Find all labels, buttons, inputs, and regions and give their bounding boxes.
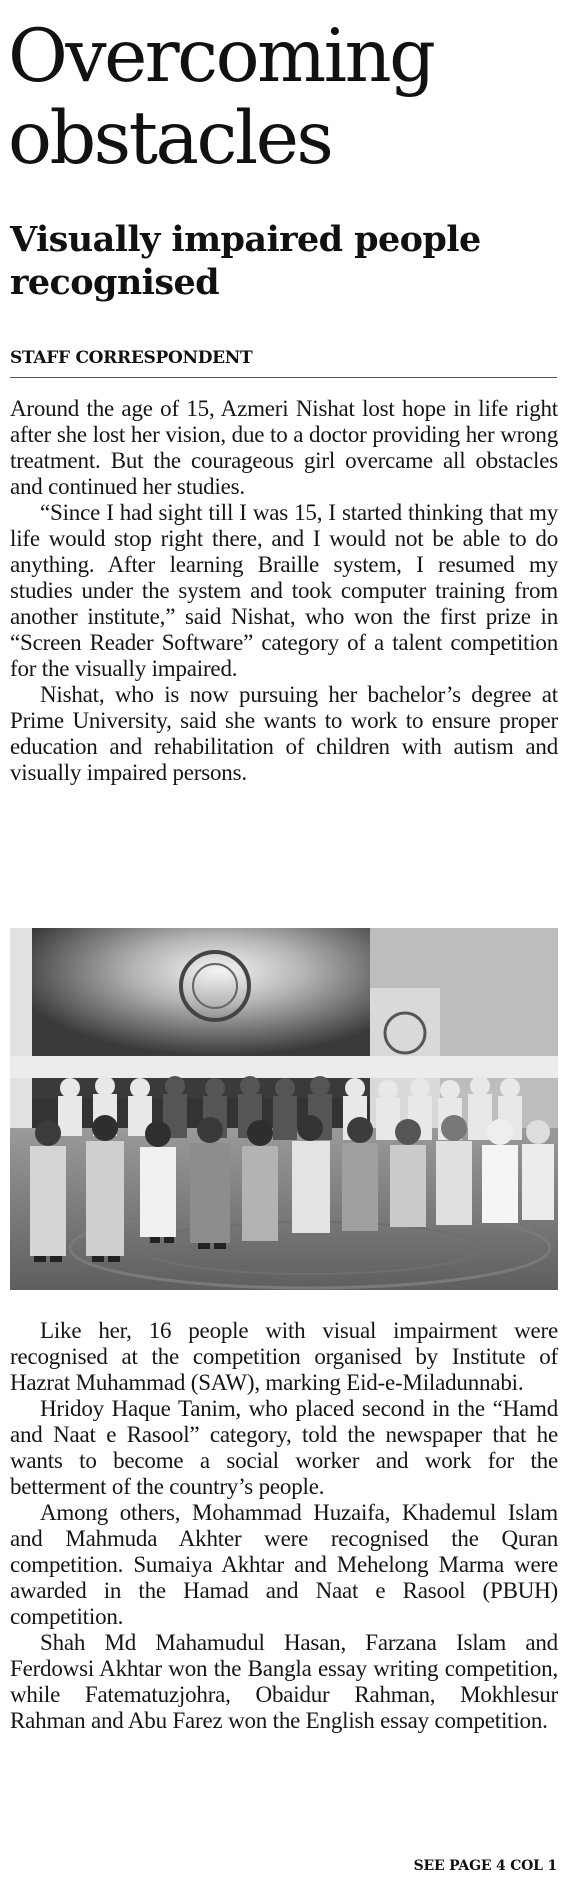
byline: STAFF CORRESPONDENT [10, 348, 253, 368]
paragraph: Like her, 16 people with visual impairment were recognised at the competition organised by Institute of Hazrat Muhammad (SAW), marking Eid-e-Miladunnabi. [10, 1318, 558, 1395]
subheadline-line-2: recognised [10, 262, 220, 303]
byline-divider [10, 377, 557, 378]
headline-line-1: Overcoming [8, 14, 434, 99]
article-subheadline [10, 218, 555, 304]
paragraph: Among others, Mohammad Huzaifa, Khademul Islam and Mahmuda Akhter were recognised the Quran competition. Sumaiya Akhtar and Mehelong Marma were awarded in the Hamad and Naat e Rasool (PBUH) competition. [10, 1500, 558, 1629]
headline-line-2: obstacles [8, 96, 332, 181]
paragraph: Nishat, who is now pursuing her bachelor’s degree at Prime University, said she wants to work to ensure proper education and rehabilitation of children with autism and visually impaired persons. [10, 682, 558, 785]
subheadline-line-1: Visually impaired people [10, 219, 481, 260]
paragraph: Hridoy Haque Tanim, who placed second in the “Hamd and Naat e Rasool” category, told the newspaper that he wants to become a social worker and work for the betterment of the country’s people. [10, 1396, 558, 1499]
award-ceremony-photo-icon [10, 928, 558, 1290]
article-body-top [10, 396, 558, 786]
article-body-bottom [10, 1318, 558, 1734]
article-headline [8, 16, 558, 180]
paragraph: Shah Md Mahamudul Hasan, Farzana Islam and Ferdowsi Akhtar won the Bangla essay writing competition, while Fatematuzjohra, Obaidur Rahman, Mokhlesur Rahman and Abu Farez won the English essay competition. [10, 1630, 558, 1733]
paragraph: “Since I had sight till I was 15, I started thinking that my life would stop right there, and I would not be able to do anything. After learning Braille system, I resumed my studies under the system and took computer training from another institute,” said Nishat, who won the first prize in “Screen Reader Software” category of a talent competition for the visually impaired. [10, 500, 558, 681]
article-photo [10, 928, 558, 1290]
continuation-jump-line: SEE PAGE 4 COL 1 [413, 1858, 557, 1874]
paragraph: Around the age of 15, Azmeri Nishat lost hope in life right after she lost her vision, due to a doctor providing her wrong treatment. But the courageous girl overcame all obstacles and continued her studies. [10, 396, 558, 499]
